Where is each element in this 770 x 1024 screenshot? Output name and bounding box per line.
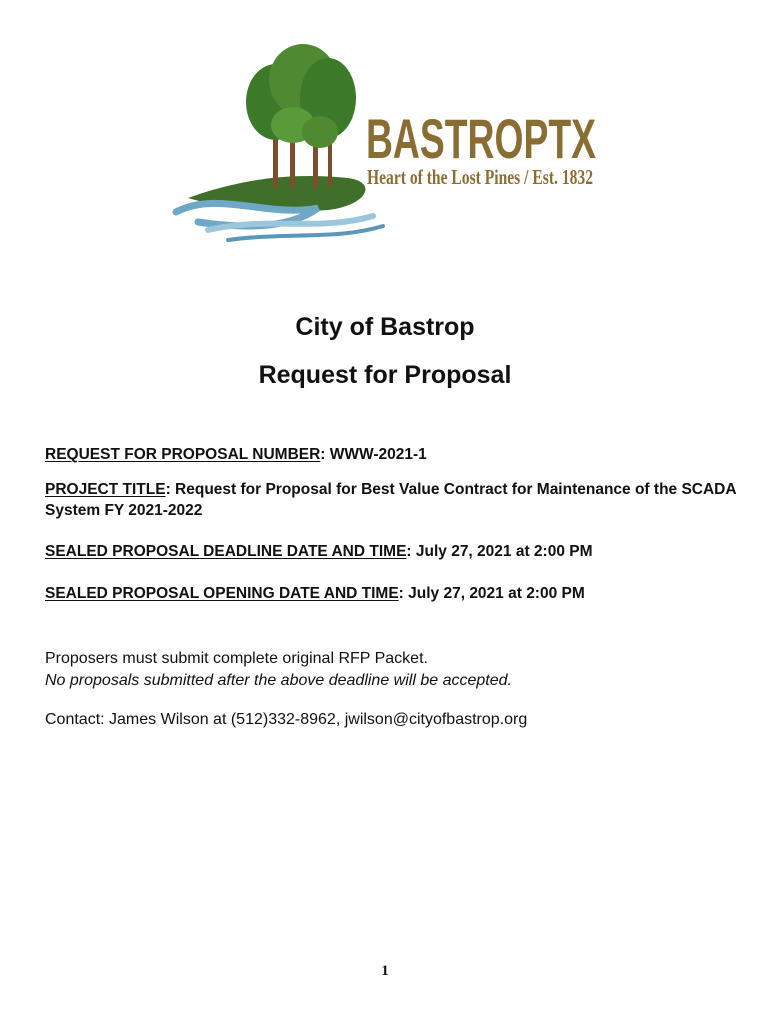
deadline-field (45, 541, 745, 562)
deadline-label: SEALED PROPOSAL DEADLINE DATE AND TIME (45, 543, 407, 560)
project-title-value: : Request for Proposal for Best Value Contract for Maintenance of the SCADA System FY 2021-2022 (45, 481, 736, 519)
document-subtitle: Request for Proposal (258, 361, 512, 389)
late-note: No proposals submitted after the above deadline will be accepted. (45, 672, 512, 689)
opening-value: : July 27, 2021 at 2:00 PM (398, 585, 585, 602)
project-title-field (45, 479, 745, 521)
bastrop-logo (168, 40, 608, 245)
contact-info: Contact: James Wilson at (512)332-8962, jwilson@cityofbastrop.org (45, 711, 528, 728)
submit-note: Proposers must submit complete original RFP Packet. (45, 650, 428, 667)
pine-trees-logo-graphic (168, 40, 608, 245)
rfp-number-field (45, 444, 745, 465)
page-number: 1 (381, 963, 389, 979)
rfp-number-value: : WWW-2021-1 (320, 446, 427, 463)
logo-tagline: Heart of the Lost Pines / Est. 1832 (367, 165, 593, 189)
logo-wordmark: BASTROPTX (366, 107, 596, 170)
rfp-number-label: REQUEST FOR PROPOSAL NUMBER (45, 446, 321, 463)
deadline-value: : July 27, 2021 at 2:00 PM (406, 543, 593, 560)
document-title: City of Bastrop (295, 313, 475, 341)
opening-label: SEALED PROPOSAL OPENING DATE AND TIME (45, 585, 399, 602)
opening-field (45, 583, 745, 604)
project-title-label: PROJECT TITLE (45, 481, 166, 498)
